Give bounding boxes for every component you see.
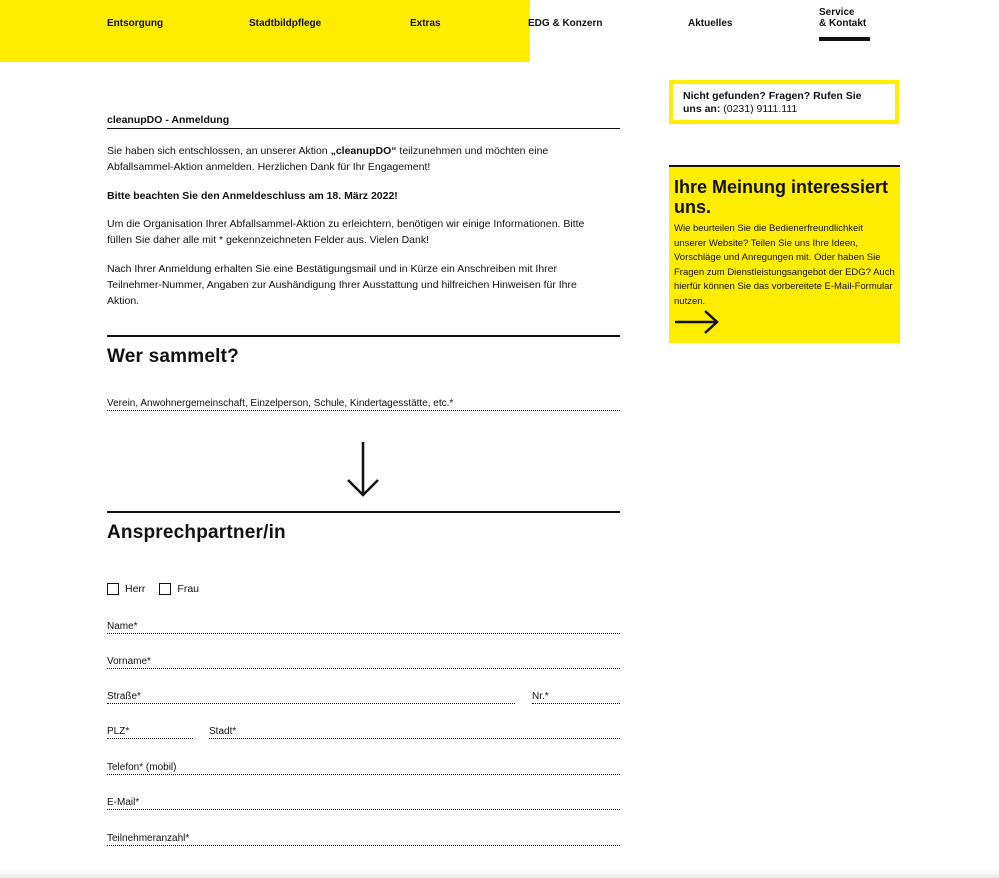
teilnehmer-field[interactable] bbox=[107, 831, 620, 846]
intro-text-c: teilzunehmen und möchten eine Abfallsammel-Aktion anmelden. Herzlichen Dank für Ihr Engagement! bbox=[107, 145, 549, 173]
vorname-field[interactable] bbox=[107, 654, 620, 669]
intro-text-a: Sie haben sich entschlossen, an unserer Aktion bbox=[107, 145, 331, 157]
page-title: cleanupDO - Anmeldung bbox=[107, 114, 620, 129]
nav-entsorgung[interactable]: Entsorgung bbox=[107, 18, 164, 29]
info-paragraph: Um die Organisation Ihrer Abfallsammel-Aktion zu erleichtern, benötigen wir einige Informationen. Bitte füllen Sie daher alle mit * gekennzeichneten Felder aus. Vielen Dank! bbox=[107, 218, 585, 246]
feedback-teaser[interactable] bbox=[669, 165, 900, 343]
stadt-field-label: Stadt* bbox=[209, 726, 237, 737]
contact-info-box bbox=[669, 80, 899, 124]
strasse-field[interactable] bbox=[107, 689, 515, 704]
name-field-label: Name* bbox=[107, 621, 138, 632]
nav-service-line1: Service bbox=[819, 7, 855, 18]
plz-field[interactable] bbox=[107, 724, 193, 739]
contact-phone-link[interactable]: (0231) 9111.111 bbox=[720, 103, 798, 115]
intro-paragraph bbox=[107, 143, 597, 175]
feedback-text: Wie beurteilen Sie die Bedienerfreundlichkeit unserer Website? Teilen Sie uns Ihre Ideen, Vorschläge und Anregungen mit. Oder haben Sie Fragen zum Dienstleistungsangebot der EDG? Auch hierfür können Sie das vorbereitete E-Mail-Formular nutzen. bbox=[674, 223, 895, 307]
feedback-title: Ihre Meinung interessiert uns. bbox=[674, 177, 889, 217]
page-bottom-shadow bbox=[0, 870, 999, 878]
teilnehmer-field-label: Teilnehmeranzahl* bbox=[107, 833, 190, 844]
email-field-label: E-Mail* bbox=[107, 797, 140, 808]
collector-field[interactable] bbox=[107, 396, 620, 411]
vorname-field-label: Vorname* bbox=[107, 656, 151, 667]
plz-field-label: PLZ* bbox=[107, 726, 130, 737]
intro-text-brand: „cleanupDO“ bbox=[330, 145, 397, 157]
contact-info-question: Nicht gefunden? Fragen? Rufen Sie uns an: bbox=[683, 90, 862, 115]
hausnummer-field-label: Nr.* bbox=[532, 691, 549, 702]
nav-edg-konzern[interactable]: EDG & Konzern bbox=[528, 18, 603, 29]
nav-service-kontakt[interactable] bbox=[819, 7, 866, 29]
checkbox-herr[interactable] bbox=[107, 583, 119, 595]
section-heading-wer-sammelt: Wer sammelt? bbox=[107, 346, 239, 367]
section-divider bbox=[107, 511, 620, 513]
nav-extras[interactable]: Extras bbox=[410, 18, 441, 29]
arrow-right-icon[interactable] bbox=[674, 310, 720, 334]
header-yellow-bar bbox=[0, 0, 530, 62]
confirmation-paragraph: Nach Ihrer Anmeldung erhalten Sie eine Bestätigungsmail und in Kürze ein Anschreiben mit Ihrer Teilnehmer-Nummer, Angaben zur Aushändigung Ihrer Ausstattung und hilfreichen Hinweisen für Ihre Aktion. bbox=[107, 263, 577, 307]
email-field[interactable] bbox=[107, 795, 620, 810]
contact-info-text bbox=[683, 90, 883, 116]
name-field[interactable] bbox=[107, 619, 620, 634]
telefon-field[interactable] bbox=[107, 760, 620, 775]
nav-service-line2: & Kontakt bbox=[819, 18, 867, 29]
checkbox-herr-label: Herr bbox=[125, 583, 146, 595]
deadline-notice: Bitte beachten Sie den Anmeldeschluss am 18. März 2022! bbox=[107, 190, 398, 202]
nav-stadtbildpflege[interactable]: Stadtbildpflege bbox=[249, 18, 322, 29]
hausnummer-field[interactable] bbox=[532, 689, 620, 704]
checkbox-frau-label: Frau bbox=[177, 583, 200, 595]
arrow-down-icon bbox=[345, 440, 381, 500]
strasse-field-label: Straße* bbox=[107, 691, 141, 702]
section-divider bbox=[107, 335, 620, 337]
stadt-field[interactable] bbox=[209, 724, 620, 739]
collector-field-label: Verein, Anwohnergemeinschaft, Einzelperson, Schule, Kindertagesstätte, etc.* bbox=[107, 398, 454, 409]
nav-active-indicator bbox=[819, 37, 870, 41]
checkbox-frau[interactable] bbox=[159, 583, 171, 595]
section-heading-ansprechpartner: Ansprechpartner/in bbox=[107, 522, 286, 543]
nav-aktuelles[interactable]: Aktuelles bbox=[688, 18, 733, 29]
telefon-field-label: Telefon* (mobil) bbox=[107, 762, 177, 773]
salutation-options bbox=[107, 583, 213, 595]
